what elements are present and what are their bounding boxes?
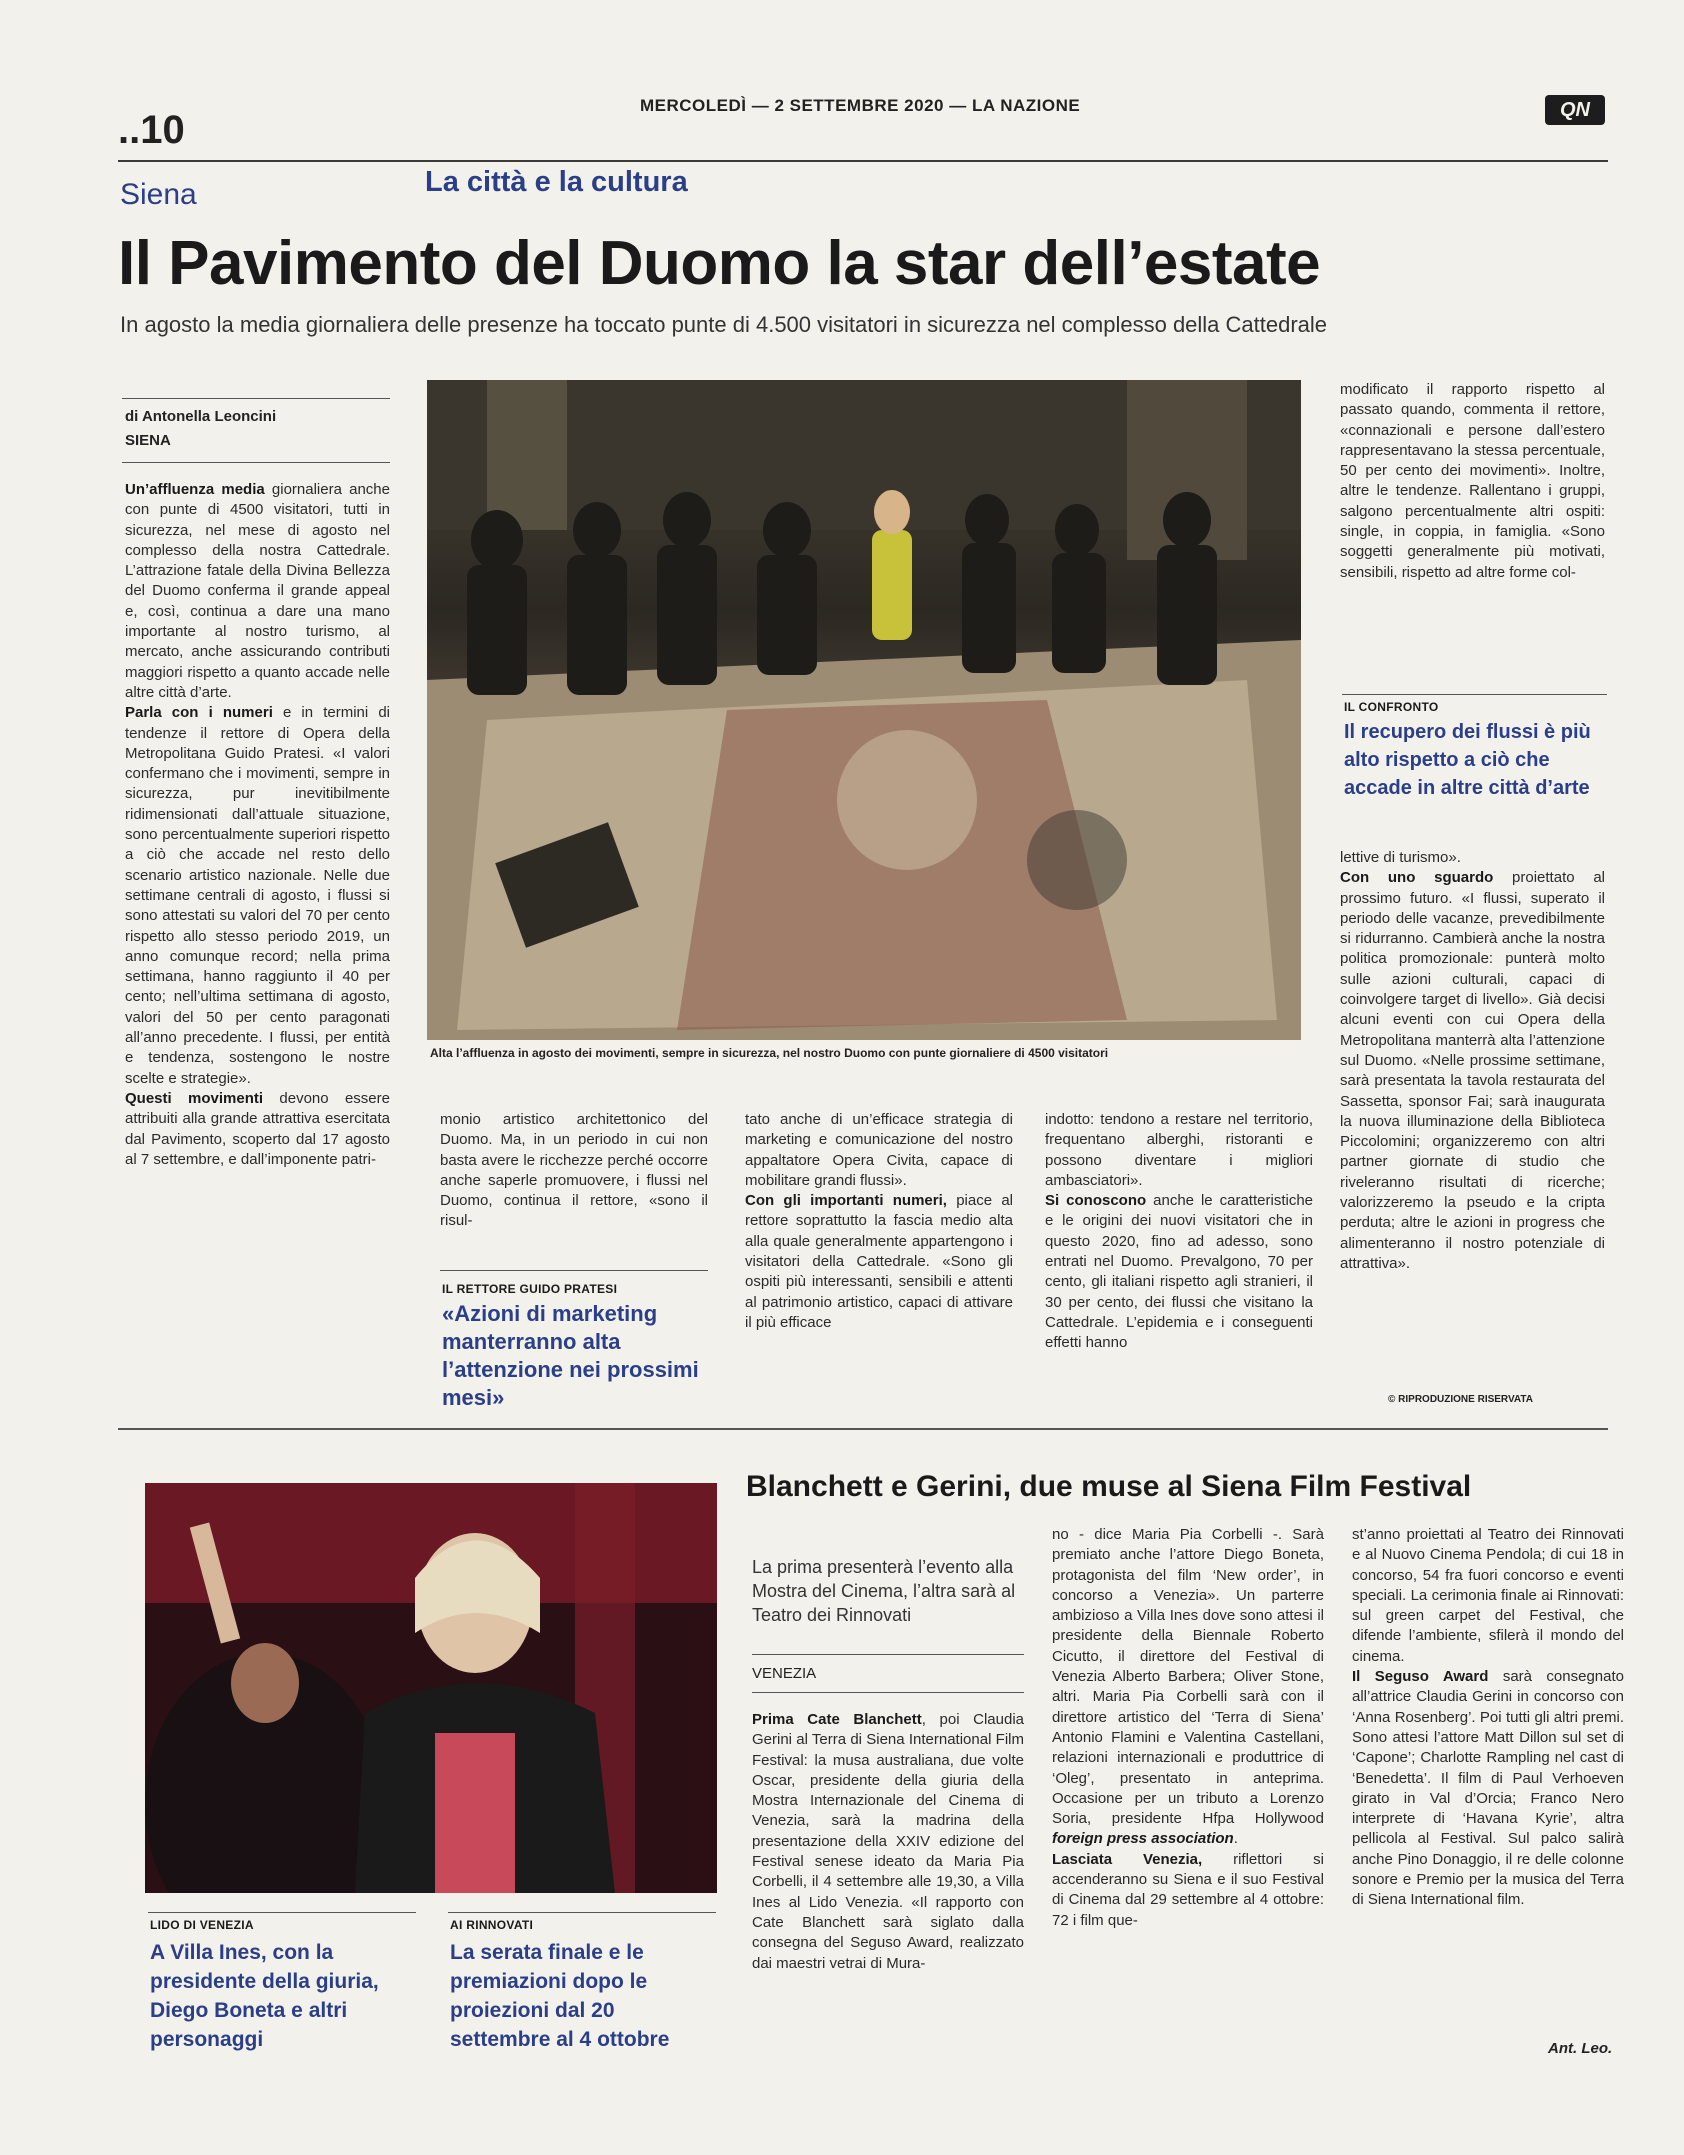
lido-rule [148,1912,416,1913]
byline-rule [122,398,390,399]
confronto-label: IL CONFRONTO [1344,700,1439,714]
rinnovati-label: AI RINNOVATI [450,1918,534,1932]
rector-label: IL RETTORE GUIDO PRATESI [442,1282,618,1296]
article-column-2: monio artistico architettonico del Duomo. Ma, in un periodo in cui non basta avere le ricchezze perché occorre anche saperle promuovere, i flussi nel Duomo, continua il rettore, «sono il risul- [440,1111,708,1230]
top-rule [118,160,1608,162]
rinnovati-rule [448,1912,716,1913]
duomo-floor-photo [427,380,1301,1040]
article2-column-2: no - dice Maria Pia Corbelli -. Sarà premiato anche l’attore Diego Boneta, protagonista del film ‘New order’, in concorso a Venezia». Un parterre ambizioso a Villa Ines dove sono attesi il presidente della Biennale Roberto Cicutto, il direttore del Festival di Venezia Alberto Barbera; Oliver Stone, altri. Maria Pia Corbelli sarà con il direttore artistico del ‘Terra di Siena’ Antonio Flamini e Valentina Castellani, relazioni internazionali e produttrice di ‘Oleg’, presentato in anteprima. Occasione per un tributo a Lorenzo Soria, presidente Hfpa Hollywood foreign press association. Lasciata Venezia, riflettori si accenderanno su Siena e il suo Festival di Cinema dal 29 settembre al 4 ottobre: 72 i film que- [1052,1526,1324,1929]
rector-quote: «Azioni di marketing manterranno alta l’attenzione nei prossimi mesi» [442,1301,699,1410]
venezia-rule-top [752,1654,1024,1655]
article-subheadline: In agosto la media giornaliera delle presenze ha toccato punte di 4.500 visitatori in sicurezza nel complesso della Cattedrale [120,312,1328,337]
page-number: ..10 [118,108,185,152]
lido-caption: A Villa Ines, con la presidente della giuria, Diego Boneta e altri personaggi [150,1941,379,2051]
article2-signature: Ant. Leo. [1548,2040,1613,2057]
confronto-rule [1342,694,1607,695]
article-column-5-top: modificato il rapporto rispetto al passato quando, commenta il rettore, «connazionali e persone dall’estero rappresentavano la stessa percentuale, 50 per cento dei movimenti». Inoltre, altre le tendenze. Rallentano i gruppi, salgono percentualmente altri ospiti: single, in coppia, in famiglia. «Sono soggetti generalmente più motivati, sensibili, rispetto ad altre forme col- [1340,381,1605,581]
qn-logo: QN [1545,95,1605,125]
dateline: SIENA [125,432,171,449]
article2-subheadline: La prima presenterà l’evento alla Mostra del Cinema, l’altra sarà al Teatro dei Rinnovati [752,1557,1016,1625]
venezia-rule-bottom [752,1692,1024,1693]
article-column-4: indotto: tendono a restare nel territorio, frequentano alberghi, ristoranti e possono diventare i migliori ambasciatori». Si conoscono anche le caratteristiche e le origini dei nuovi visitatori che in questo 2020, fino ad adesso, sono entrati nel Duomo. Prevalgono, 70 per cento, gli italiani rispetto agli stranieri, il 30 per cento, dei flussi che visitano la Cattedrale. L’epidemia e i conseguenti effetti hanno [1045,1111,1313,1352]
rector-rule [440,1270,708,1271]
copyright-notice: © RIPRODUZIONE RISERVATA [1388,1394,1533,1405]
cate-blanchett-photo [145,1483,717,1893]
dateline-rule [122,462,390,463]
confronto-pullquote: Il recupero dei flussi è più alto rispetto a ciò che accade in altre città d’arte [1344,721,1591,799]
lido-label: LIDO DI VENEZIA [150,1918,254,1932]
article-column-1: Un’affluenza media giornaliera anche con punte di 4500 visitatori, tutti in sicurezza, nel mese di agosto nel complesso della nostra Cattedrale. L’attrazione fatale della Divina Bellezza del Duomo conferma il grande appeal e, così, continua a dare una mano importante al nostro turismo, al mercato, anche assicurando contributi maggiori rispetto a quanto accade nelle altre città d’arte. Parla con i numeri e in termini di tendenze il rettore di Opera della Metropolitana Guido Pratesi. «I valori confermano che i movimenti, sempre in sicurezza, pur inevitibilmente ridimensionati dall’attuale situazione, sono percentualmente superiori rispetto a ciò che accade nel resto dello scenario artistico nazionale. Nelle due settimane centrali di agosto, i flussi si sono attestati su valori del 70 per cento rispetto allo stesso periodo 2019, un anno comunque record; nella prima settimana, hanno raggiunto il 40 per cento; nell’ultima settimana di agosto, valori del 50 per cento paragonati all’anno precedente. I flussi, per entità e tendenza, sostengono le nostre scelte e strategie». Questi movimenti devono essere attribuiti alla grande attrattiva esercitata dal Pavimento, scoperto dal 17 agosto al 7 settembre, e dall’imponente patri- [125,481,391,1168]
article-column-5-bottom: lettive di turismo». Con uno sguardo proiettato al prossimo futuro. «I flussi, superato il periodo delle vacanze, prevedibilmente si ridurranno. Cambierà anche la nostra politica promozionale: punterà molto sulle azioni culturali, capaci di coinvolgere target di livello». Già decisi alcuni eventi con cui Opera della Metropolitana manterrà alta l’attenzione sul Duomo. «Nelle prossime settimane, sarà presentata la tavola restaurata del Sassetta, sponsor Fai; sarà inaugurata la nuova illuminazione della Biblioteca Piccolomini; organizzeremo con altri partner giornate di studio che riveleranno risultati di ricerche; valorizzeremo la pseudo e la cripta perduta; altre le azioni in progress che alimenteranno il nostro potenziale di attrattiva». [1340,849,1605,1272]
photo-caption: Alta l’affluenza in agosto dei movimenti, sempre in sicurezza, nel nostro Duomo con punte giornaliere di 4500 visitatori [430,1046,1109,1060]
date-line: MERCOLEDÌ — 2 SETTEMBRE 2020 — LA NAZIONE [640,96,1081,115]
article2-column-1: Prima Cate Blanchett, poi Claudia Gerini al Terra di Siena International Film Festival: la musa australiana, due volte Oscar, presidente della giuria della Mostra Internazionale del Cinema di Venezia, sarà la madrina della presentazione della XXIV edizione del Festival senese ideato da Maria Pia Corbelli, il 4 settembre alle 19,30, a Villa Ines al Lido Venezia. «Il rapporto con Cate Blanchett sarà siglato dalla consegna del Seguso Award, realizzato dai maestri vetrai di Mura- [752,1711,1024,1972]
section-kicker: La città e la cultura [425,166,688,198]
section-title: Siena [120,178,197,211]
rinnovati-caption: La serata finale e le premiazioni dopo le proiezioni dal 20 settembre al 4 ottobre [450,1941,670,2051]
article2-dateline: VENEZIA [752,1665,817,1682]
middle-rule [118,1428,1608,1430]
article2-column-3: st’anno proiettati al Teatro dei Rinnovati e al Nuovo Cinema Pendola; di cui 18 in concorso, 54 fra fuori concorso e eventi speciali. La cerimonia finale ai Rinnovati: sul green carpet del Festival, che difende l’ambiente, sfilerà il mondo del cinema. Il Seguso Award sarà consegnato all’attrice Claudia Gerini in concorso con ‘Anna Rosenberg’. Poi tutti gli altri premi. Sono attesi l’attore Matt Dillon sul set di ‘Capone’; Charlotte Rampling nel cast di ‘Benedetta’. Il film di Paul Verhoeven girato in Val d’Orcia; Franco Nero interprete di ‘Havana Kyrie’, altra pellicola al Festival. Sul palco salirà anche Pino Donaggio, il re delle colonne sonore e Premio per la musica del Terra di Siena International film. [1352,1526,1624,1909]
article2-headline: Blanchett e Gerini, due muse al Siena Film Festival [746,1470,1472,1503]
article-column-3: tato anche di un’efficace strategia di marketing e comunicazione del nostro appaltatore Opera Civita, capace di mobilitare grandi flussi». Con gli importanti numeri, piace al rettore soprattutto la fascia medio alta alla quale generalmente appartengono i visitatori della Cattedrale. «Sono gli ospiti più interessanti, sensibili e attenti al patrimonio artistico, capaci di attivare il più efficace [745,1111,1013,1331]
byline: di Antonella Leoncini [125,408,277,425]
article-headline: Il Pavimento del Duomo la star dell’estate [118,229,1321,298]
